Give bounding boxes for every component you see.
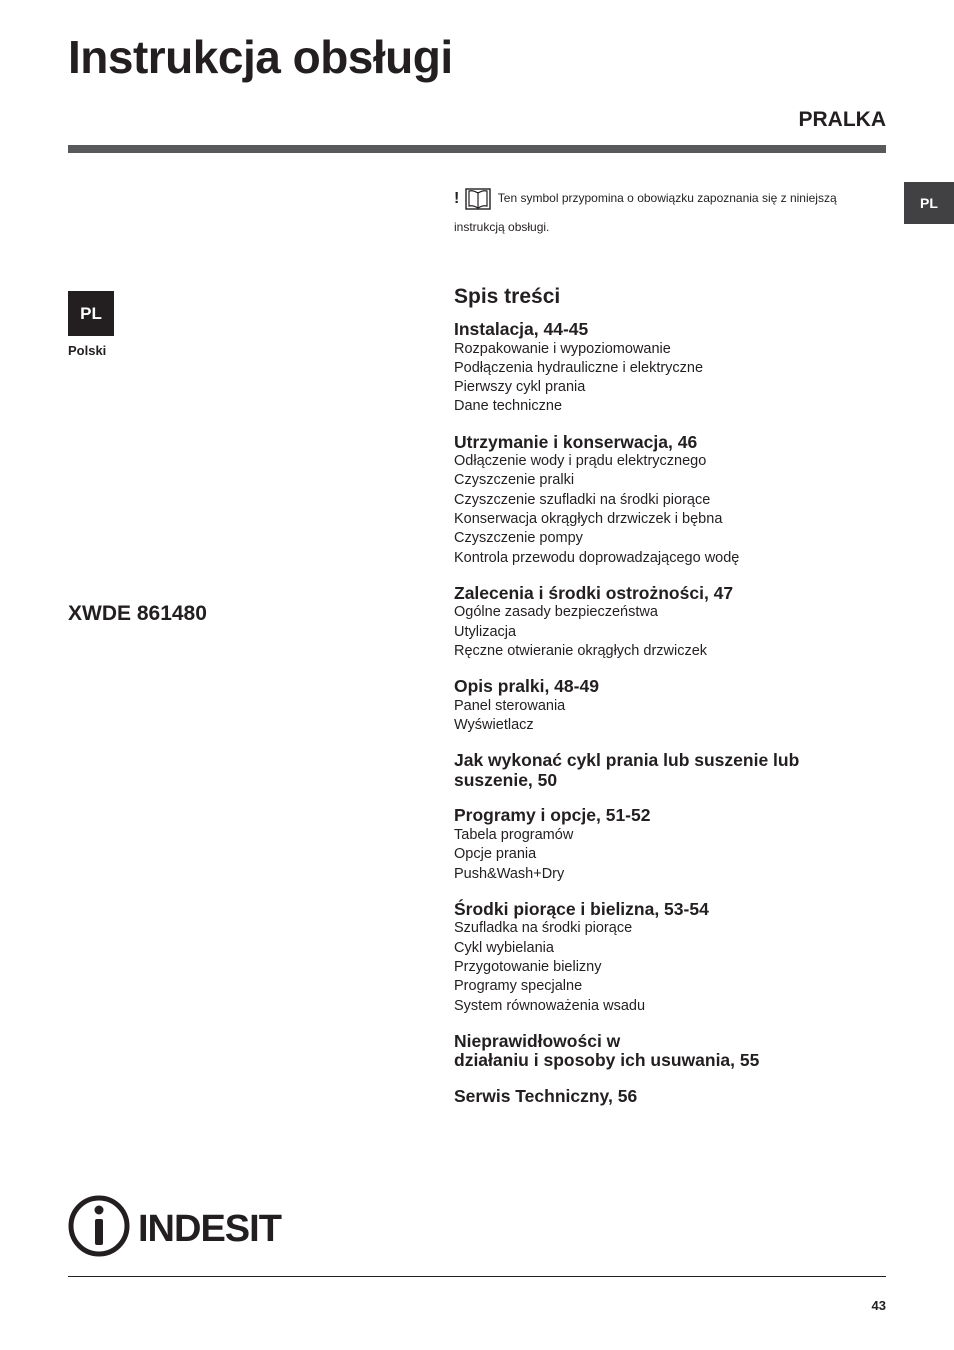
toc-section-heading: Serwis Techniczny, 56 <box>454 1085 638 1106</box>
toc-entry: Czyszczenie szufladki na środki piorące <box>454 491 711 508</box>
open-book-icon <box>465 188 491 210</box>
language-side-tab: PL <box>904 182 954 224</box>
product-type: PRALKA <box>798 108 886 131</box>
toc-section <box>454 584 886 661</box>
toc-sections <box>454 320 886 1106</box>
header-rule <box>68 145 886 153</box>
toc-section <box>454 1032 886 1071</box>
toc-section <box>454 1087 886 1107</box>
page-title: Instrukcja obsługi <box>68 31 453 83</box>
toc-entry: Odłączenie wody i prądu elektrycznego <box>454 453 707 470</box>
toc-section-heading: Opis pralki, 48-49 <box>454 676 599 697</box>
toc-section <box>454 433 886 568</box>
toc-entry: Dane techniczne <box>454 398 563 415</box>
toc-section <box>454 677 886 735</box>
toc-entry: System równoważenia wsadu <box>454 997 646 1014</box>
toc-title: Spis treści <box>454 285 561 308</box>
toc-entry: Utylizacja <box>454 623 517 640</box>
toc-section-heading: Programy i opcje, 51-52 <box>454 805 651 826</box>
toc-entry: Tabela programów <box>454 826 574 843</box>
warning-mark: ! <box>454 189 460 207</box>
language-name: Polski <box>68 343 107 358</box>
logo-wordmark: INDESIT <box>138 1208 281 1250</box>
toc-entry: Podłączenia hydrauliczne i elektryczne <box>454 359 704 376</box>
toc-entry: Pierwszy cykl prania <box>454 379 586 396</box>
toc-section <box>454 751 886 790</box>
toc-entry: Czyszczenie pralki <box>454 472 575 489</box>
toc-entry: Rozpakowanie i wypoziomowanie <box>454 340 671 357</box>
toc-entry: Ogólne zasady bezpieczeństwa <box>454 604 658 621</box>
toc-entry: Panel sterowania <box>454 697 566 714</box>
toc-section <box>454 320 886 417</box>
toc-entry: Programy specjalne <box>454 978 583 995</box>
page-number: 43 <box>871 1298 886 1313</box>
toc-entry: Kontrola przewodu doprowadzającego wodę <box>454 549 740 566</box>
toc-entry: Wyświetlacz <box>454 717 534 734</box>
toc-entry: Czyszczenie pompy <box>454 530 583 547</box>
model-number: XWDE 861480 <box>68 602 207 625</box>
toc-section-heading: Zalecenia i środki ostrożności, 47 <box>454 582 734 603</box>
toc-section <box>454 806 886 883</box>
toc-section-heading: Środki piorące i bielizna, 53-54 <box>454 898 709 919</box>
toc-entry: Ręczne otwieranie okrągłych drzwiczek <box>454 643 708 660</box>
toc-entry: Szufladka na środki piorące <box>454 920 633 937</box>
toc-section-heading: Nieprawidłowości w działaniu i sposoby ich usuwania, 55 <box>454 1030 760 1071</box>
indesit-logo <box>68 1195 308 1257</box>
toc-entry: Push&Wash+Dry <box>454 865 565 882</box>
toc-section <box>454 900 886 1016</box>
toc-section-heading: Instalacja, 44-45 <box>454 319 589 339</box>
toc-section-heading: Jak wykonać cykl prania lub suszenie lub suszenie, 50 <box>454 750 800 790</box>
toc-entry: Konserwacja okrągłych drzwiczek i bębna <box>454 511 723 528</box>
footer-rule <box>68 1276 886 1277</box>
toc-entry: Opcje prania <box>454 846 537 863</box>
toc-section-heading: Utrzymanie i konserwacja, 46 <box>454 431 698 452</box>
toc-entry: Przygotowanie bielizny <box>454 958 602 975</box>
table-of-contents <box>454 284 886 1122</box>
notice-text: Ten symbol przypomina o obowiązku zapoznania się z niniejszą instrukcją obsługi. <box>454 191 837 234</box>
language-badge: PL <box>68 291 114 336</box>
manual-notice <box>454 184 874 241</box>
toc-entry: Cykl wybielania <box>454 939 554 956</box>
